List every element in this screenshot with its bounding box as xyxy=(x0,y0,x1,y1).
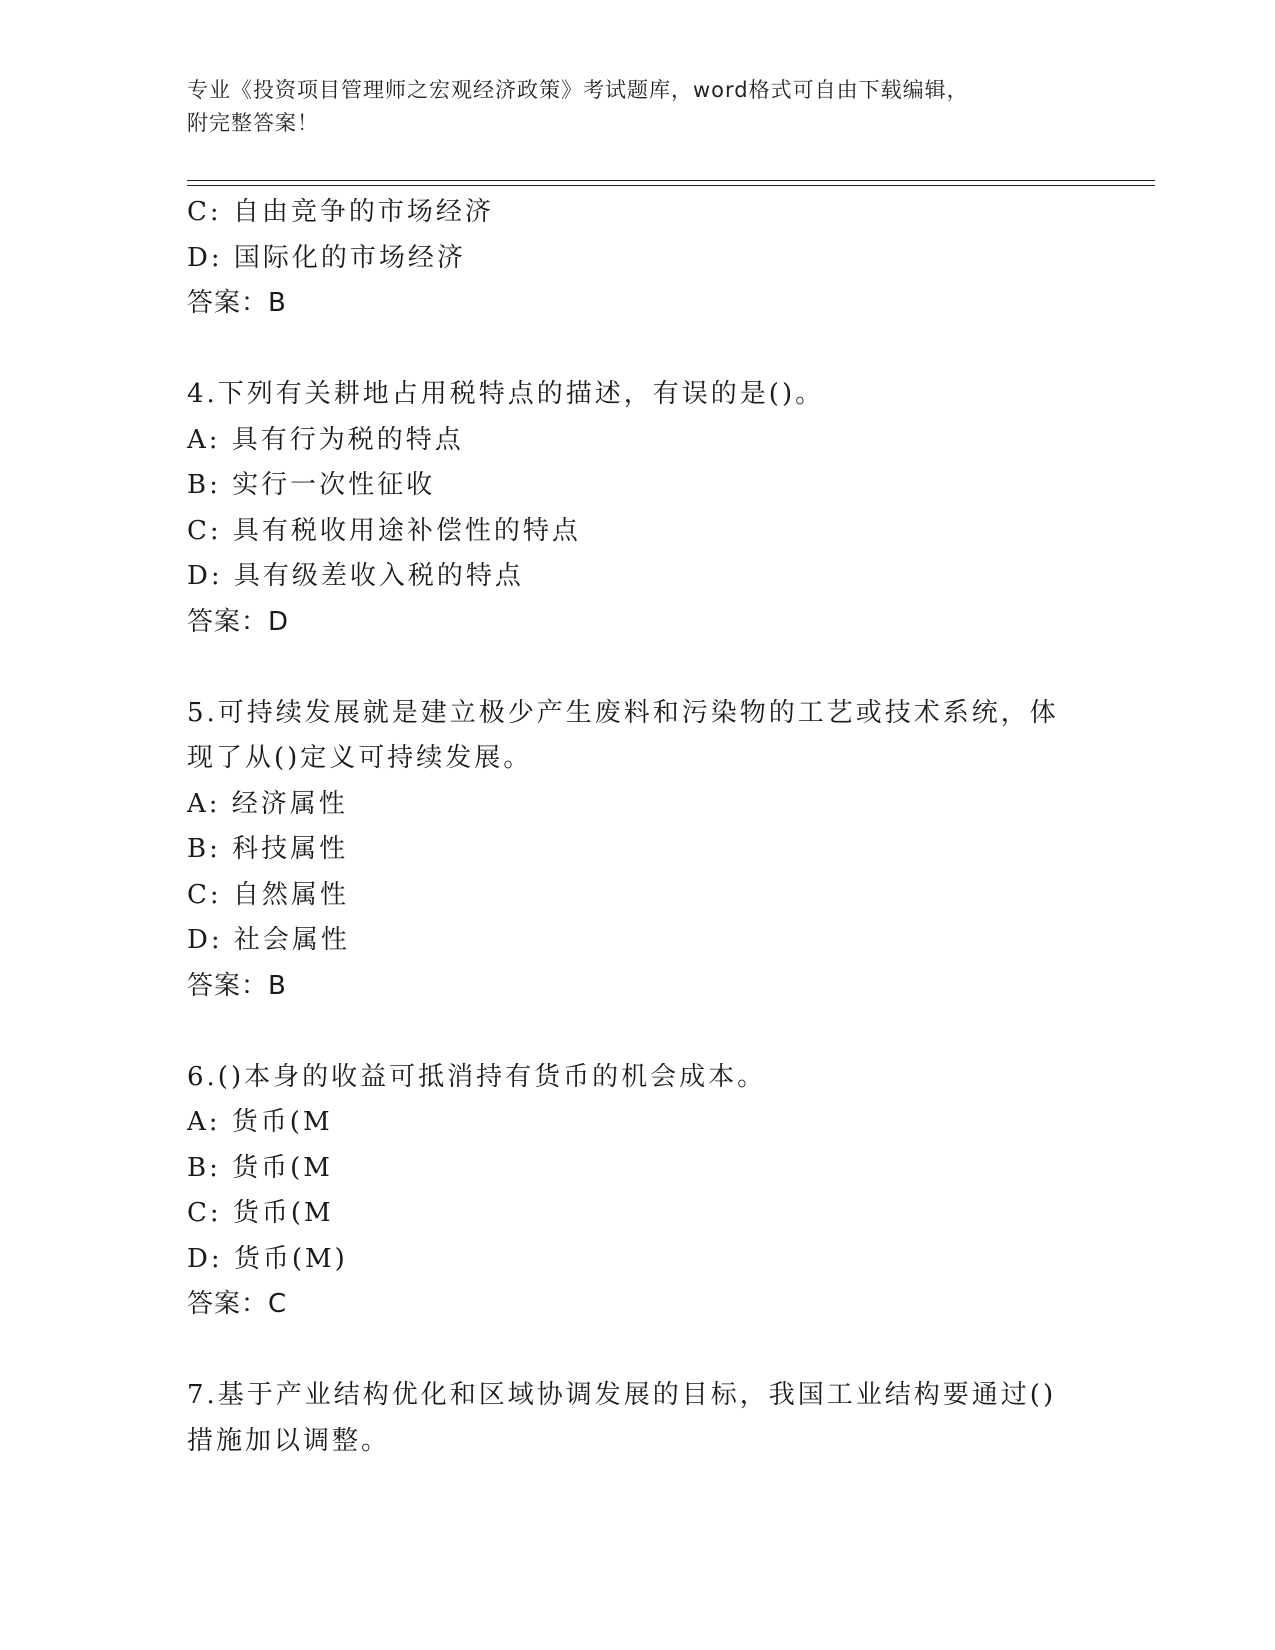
option-c: C: 自然属性 xyxy=(187,879,349,910)
question-text-line-2: 现了从()定义可持续发展。 xyxy=(187,743,533,773)
document-header xyxy=(187,74,1067,140)
answer-line: 答案：D xyxy=(187,606,290,637)
answer-line: 答案：B xyxy=(187,288,287,318)
option-b: B: 科技属性 xyxy=(187,834,349,864)
option-d: D: 具有级差收入税的特点 xyxy=(187,561,524,591)
question-4 xyxy=(187,372,1087,645)
question-text-line-1: 5.可持续发展就是建立极少产生废料和污染物的工艺或技术系统，体 xyxy=(187,697,1059,728)
option-c: C: 具有税收用途补偿性的特点 xyxy=(187,515,581,546)
answer-line: 答案：B xyxy=(187,970,287,1001)
question-5 xyxy=(187,691,1087,1010)
spacer xyxy=(187,1328,1087,1374)
option-c: C: 货币(M xyxy=(187,1198,334,1228)
header-divider-top xyxy=(187,180,1155,181)
spacer xyxy=(187,327,1087,373)
option-a: A: 货币(M xyxy=(187,1107,333,1137)
question-7 xyxy=(187,1373,1087,1464)
answer-line: 答案：C xyxy=(187,1289,288,1319)
option-d: D: 国际化的市场经济 xyxy=(187,242,466,273)
question-text: 4.下列有关耕地占用税特点的描述，有误的是()。 xyxy=(187,379,825,409)
option-a: A: 经济属性 xyxy=(187,788,348,819)
question-3-tail xyxy=(187,190,1087,327)
header-line-1: 专业《投资项目管理师之宏观经济政策》考试题库，word格式可自由下载编辑， xyxy=(187,78,969,102)
question-list xyxy=(187,190,1087,1464)
question-6 xyxy=(187,1055,1087,1328)
question-text: 6.()本身的收益可抵消持有货币的机会成本。 xyxy=(187,1061,767,1092)
header-divider-bottom xyxy=(187,185,1155,186)
option-b: B: 货币(M xyxy=(187,1152,333,1183)
spacer xyxy=(187,1009,1087,1055)
option-c: C: 自由竞争的市场经济 xyxy=(187,197,494,227)
option-a: A: 具有行为税的特点 xyxy=(187,424,464,455)
question-text-line-1: 7.基于产业结构优化和区域协调发展的目标，我国工业结构要通过() xyxy=(187,1380,1057,1410)
spacer xyxy=(187,645,1087,691)
header-line-2: 附完整答案！ xyxy=(187,111,319,135)
question-text-line-2: 措施加以调整。 xyxy=(187,1425,391,1456)
option-d: D: 货币(M) xyxy=(187,1243,348,1274)
option-d: D: 社会属性 xyxy=(187,925,350,955)
option-b: B: 实行一次性征收 xyxy=(187,470,436,500)
